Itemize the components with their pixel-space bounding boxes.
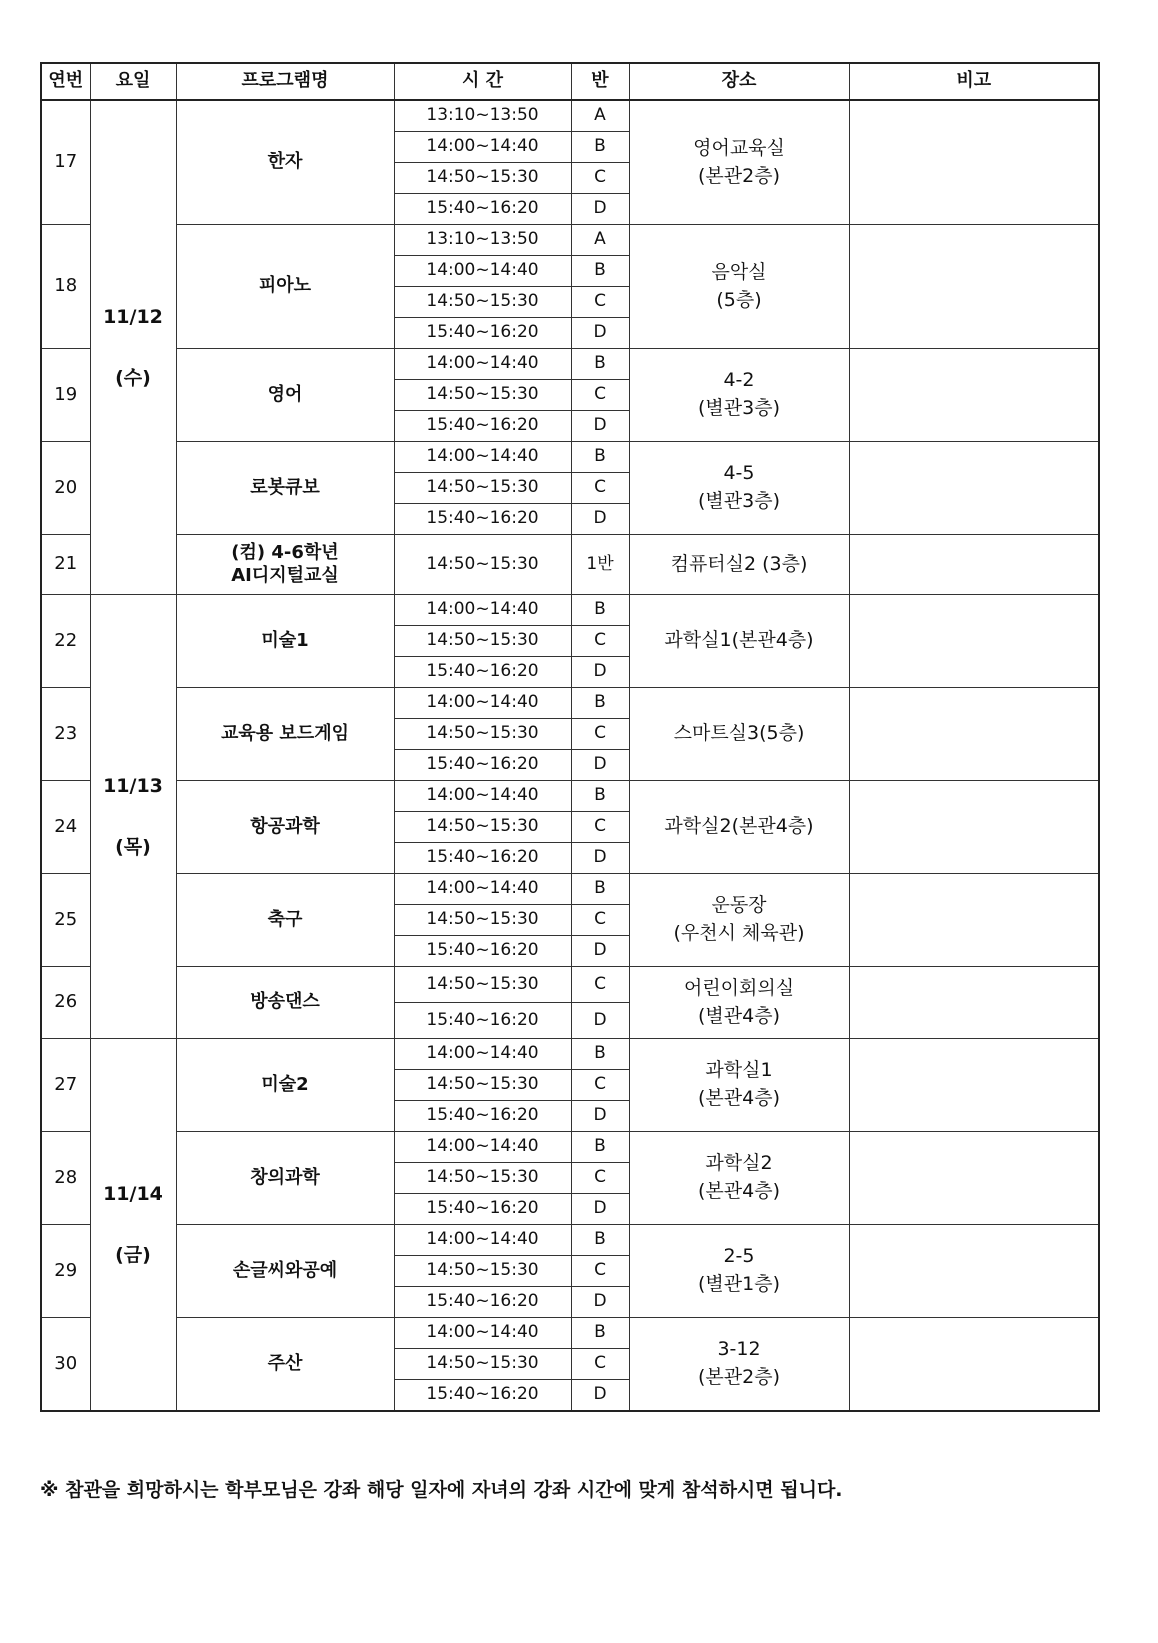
time-slot: 14:00~14:40 — [394, 256, 571, 287]
table-row — [41, 1318, 1099, 1349]
class-label: B — [571, 132, 629, 163]
program-name-line: 한자 — [267, 151, 303, 173]
class-label: D — [571, 504, 629, 535]
class-label: C — [571, 380, 629, 411]
place-line: 영어교육실 — [693, 136, 785, 159]
program-name — [176, 1225, 394, 1318]
place-cell — [629, 225, 849, 349]
place-line: 4-2 — [723, 369, 755, 392]
place-cell — [629, 595, 849, 688]
class-label: D — [571, 843, 629, 874]
time-slot: 14:00~14:40 — [394, 442, 571, 473]
place-line: (본관2층) — [698, 1366, 780, 1388]
table-row — [41, 225, 1099, 256]
table-row — [41, 688, 1099, 719]
remarks-cell — [849, 688, 1099, 781]
header-class: 반 — [571, 63, 629, 100]
table-row — [41, 1039, 1099, 1070]
place-line: (별관1층) — [698, 1273, 780, 1295]
time-slot: 15:40~16:20 — [394, 843, 571, 874]
header-day: 요일 — [90, 63, 176, 100]
class-label: C — [571, 1070, 629, 1101]
class-label: B — [571, 1039, 629, 1070]
remarks-cell — [849, 781, 1099, 874]
class-label: C — [571, 1349, 629, 1380]
program-name — [176, 595, 394, 688]
class-label: 1반 — [571, 535, 629, 595]
place-line: 컴퓨터실2 (3층) — [670, 552, 808, 575]
program-name-line: 손글씨와공예 — [232, 1259, 338, 1281]
time-slot: 15:40~16:20 — [394, 1194, 571, 1225]
place-cell — [629, 535, 849, 595]
program-number: 30 — [41, 1318, 90, 1412]
schedule-table — [40, 62, 1100, 1412]
schedule-body — [41, 100, 1099, 1411]
program-name-line: 영어 — [267, 383, 303, 405]
class-label: D — [571, 411, 629, 442]
time-slot: 14:50~15:30 — [394, 380, 571, 411]
program-number: 26 — [41, 967, 90, 1039]
program-name-line: 미술1 — [261, 629, 309, 651]
table-row — [41, 874, 1099, 905]
time-slot: 14:50~15:30 — [394, 287, 571, 318]
day-line: (금) — [115, 1243, 151, 1266]
header-time: 시 간 — [394, 63, 571, 100]
program-name — [176, 442, 394, 535]
program-number: 21 — [41, 535, 90, 595]
time-slot: 14:50~15:30 — [394, 163, 571, 194]
remarks-cell — [849, 1039, 1099, 1132]
program-name — [176, 874, 394, 967]
class-label: C — [571, 626, 629, 657]
class-label: B — [571, 349, 629, 380]
place-line: (본관4층) — [698, 1087, 780, 1109]
table-row — [41, 442, 1099, 473]
header-remarks: 비고 — [849, 63, 1099, 100]
class-label: B — [571, 256, 629, 287]
program-number: 18 — [41, 225, 90, 349]
place-line: (5층) — [716, 288, 762, 311]
place-line: (우천시 체육관) — [673, 922, 805, 944]
time-slot: 15:40~16:20 — [394, 1380, 571, 1412]
time-slot: 14:50~15:30 — [394, 473, 571, 504]
program-name-line: 축구 — [267, 908, 303, 930]
program-name-line: 미술2 — [261, 1073, 309, 1095]
time-slot: 14:00~14:40 — [394, 1225, 571, 1256]
class-label: B — [571, 874, 629, 905]
class-label: D — [571, 194, 629, 225]
place-line: (별관3층) — [698, 397, 780, 419]
program-number: 25 — [41, 874, 90, 967]
time-slot: 15:40~16:20 — [394, 194, 571, 225]
class-label: A — [571, 225, 629, 256]
remarks-cell — [849, 349, 1099, 442]
program-name — [176, 225, 394, 349]
day-line: (수) — [115, 366, 151, 389]
class-label: B — [571, 781, 629, 812]
table-row — [41, 100, 1099, 132]
program-name — [176, 781, 394, 874]
program-name — [176, 100, 394, 225]
class-label: C — [571, 1256, 629, 1287]
place-cell — [629, 349, 849, 442]
day-line: 11/12 — [103, 306, 163, 328]
remarks-cell — [849, 1132, 1099, 1225]
time-slot: 13:10~13:50 — [394, 225, 571, 256]
remarks-cell — [849, 100, 1099, 225]
program-name — [176, 967, 394, 1039]
place-line: 스마트실3(5층) — [673, 722, 805, 745]
time-slot: 14:00~14:40 — [394, 1318, 571, 1349]
time-slot: 15:40~16:20 — [394, 657, 571, 688]
class-label: B — [571, 1132, 629, 1163]
place-line: 4-5 — [723, 462, 755, 485]
time-slot: 15:40~16:20 — [394, 750, 571, 781]
program-name — [176, 1318, 394, 1412]
class-label: C — [571, 163, 629, 194]
footer-note: ※ 참관을 희망하시는 학부모님은 강좌 해당 일자에 자녀의 강좌 시간에 맞게 참석하시면 됩니다. — [40, 1479, 843, 1501]
class-label: B — [571, 442, 629, 473]
place-cell — [629, 1225, 849, 1318]
place-line: 과학실1(본관4층) — [664, 629, 814, 652]
program-name — [176, 535, 394, 595]
day-line: (목) — [115, 835, 151, 858]
program-name-line: 방송댄스 — [250, 991, 320, 1013]
class-label: C — [571, 812, 629, 843]
place-line: 운동장 — [711, 894, 767, 917]
class-label: C — [571, 287, 629, 318]
place-line: 음악실 — [711, 260, 767, 283]
table-row — [41, 595, 1099, 626]
time-slot: 15:40~16:20 — [394, 1101, 571, 1132]
place-cell — [629, 688, 849, 781]
class-label: D — [571, 936, 629, 967]
program-number: 29 — [41, 1225, 90, 1318]
table-row — [41, 349, 1099, 380]
program-name-line: AI디지털교실 — [231, 564, 339, 586]
time-slot: 14:50~15:30 — [394, 967, 571, 1003]
program-number: 19 — [41, 349, 90, 442]
class-label: D — [571, 318, 629, 349]
class-label: D — [571, 1194, 629, 1225]
class-label: D — [571, 750, 629, 781]
day-cell — [90, 595, 176, 1039]
place-cell — [629, 1039, 849, 1132]
class-label: C — [571, 905, 629, 936]
class-label: C — [571, 473, 629, 504]
place-line: 과학실1 — [705, 1059, 773, 1082]
class-label: D — [571, 657, 629, 688]
time-slot: 14:00~14:40 — [394, 1132, 571, 1163]
remarks-cell — [849, 967, 1099, 1039]
place-cell — [629, 100, 849, 225]
time-slot: 14:50~15:30 — [394, 1070, 571, 1101]
program-name-line: 교육용 보드게임 — [221, 722, 349, 744]
class-label: C — [571, 967, 629, 1003]
time-slot: 14:50~15:30 — [394, 719, 571, 750]
class-label: B — [571, 1318, 629, 1349]
program-number: 28 — [41, 1132, 90, 1225]
remarks-cell — [849, 1318, 1099, 1412]
place-line: 과학실2 — [705, 1152, 773, 1175]
program-name-line: 로봇큐보 — [250, 476, 320, 498]
place-line: (별관4층) — [698, 1004, 780, 1027]
class-label: A — [571, 100, 629, 132]
program-name — [176, 349, 394, 442]
table-row — [41, 781, 1099, 812]
table-row — [41, 1225, 1099, 1256]
table-row — [41, 1132, 1099, 1163]
place-line: (본관2층) — [698, 164, 780, 187]
day-cell — [90, 1039, 176, 1412]
header-no: 연번 — [41, 63, 90, 100]
place-cell — [629, 967, 849, 1039]
header-program: 프로그램명 — [176, 63, 394, 100]
class-label: D — [571, 1380, 629, 1412]
class-label: D — [571, 1101, 629, 1132]
time-slot: 14:50~15:30 — [394, 626, 571, 657]
program-name — [176, 688, 394, 781]
table-row — [41, 967, 1099, 1003]
class-label: B — [571, 1225, 629, 1256]
remarks-cell — [849, 874, 1099, 967]
program-name-line: 피아노 — [258, 275, 312, 297]
program-name — [176, 1039, 394, 1132]
program-name-line: 항공과학 — [250, 815, 320, 837]
place-line: 2-5 — [723, 1245, 755, 1268]
time-slot: 14:00~14:40 — [394, 595, 571, 626]
program-name-line: (컴) 4-6학년 — [231, 542, 339, 563]
program-number: 23 — [41, 688, 90, 781]
time-slot: 15:40~16:20 — [394, 504, 571, 535]
remarks-cell — [849, 225, 1099, 349]
place-cell — [629, 1132, 849, 1225]
time-slot: 15:40~16:20 — [394, 318, 571, 349]
class-label: C — [571, 1163, 629, 1194]
table-row — [41, 535, 1099, 595]
time-slot: 14:50~15:30 — [394, 812, 571, 843]
time-slot: 15:40~16:20 — [394, 936, 571, 967]
day-line: 11/14 — [103, 1183, 163, 1205]
time-slot: 14:50~15:30 — [394, 905, 571, 936]
time-slot: 14:50~15:30 — [394, 1256, 571, 1287]
place-line: 어린이회의실 — [683, 976, 795, 999]
remarks-cell — [849, 595, 1099, 688]
place-line: 3-12 — [717, 1338, 761, 1361]
remarks-cell — [849, 1225, 1099, 1318]
time-slot: 14:50~15:30 — [394, 535, 571, 595]
program-name-line: 주산 — [267, 1352, 303, 1374]
time-slot: 14:00~14:40 — [394, 1039, 571, 1070]
class-label: C — [571, 719, 629, 750]
program-number: 27 — [41, 1039, 90, 1132]
day-line: 11/13 — [103, 775, 163, 797]
time-slot: 14:50~15:30 — [394, 1163, 571, 1194]
class-label: D — [571, 1287, 629, 1318]
program-number: 24 — [41, 781, 90, 874]
place-line: (별관3층) — [698, 490, 780, 512]
place-line: 과학실2(본관4층) — [664, 815, 814, 838]
class-label: B — [571, 688, 629, 719]
program-name — [176, 1132, 394, 1225]
time-slot: 14:00~14:40 — [394, 874, 571, 905]
place-cell — [629, 442, 849, 535]
time-slot: 15:40~16:20 — [394, 411, 571, 442]
time-slot: 15:40~16:20 — [394, 1003, 571, 1039]
class-label: B — [571, 595, 629, 626]
header-place: 장소 — [629, 63, 849, 100]
header-row — [41, 63, 1099, 100]
program-number: 17 — [41, 100, 90, 225]
place-cell — [629, 874, 849, 967]
time-slot: 14:00~14:40 — [394, 349, 571, 380]
place-cell — [629, 781, 849, 874]
remarks-cell — [849, 442, 1099, 535]
place-cell — [629, 1318, 849, 1412]
program-name-line: 창의과학 — [250, 1166, 320, 1188]
day-cell — [90, 100, 176, 595]
time-slot: 14:00~14:40 — [394, 688, 571, 719]
time-slot: 13:10~13:50 — [394, 100, 571, 132]
place-line: (본관4층) — [698, 1180, 780, 1202]
program-number: 22 — [41, 595, 90, 688]
time-slot: 14:00~14:40 — [394, 781, 571, 812]
class-label: D — [571, 1003, 629, 1039]
remarks-cell — [849, 535, 1099, 595]
time-slot: 15:40~16:20 — [394, 1287, 571, 1318]
program-number: 20 — [41, 442, 90, 535]
time-slot: 14:00~14:40 — [394, 132, 571, 163]
time-slot: 14:50~15:30 — [394, 1349, 571, 1380]
